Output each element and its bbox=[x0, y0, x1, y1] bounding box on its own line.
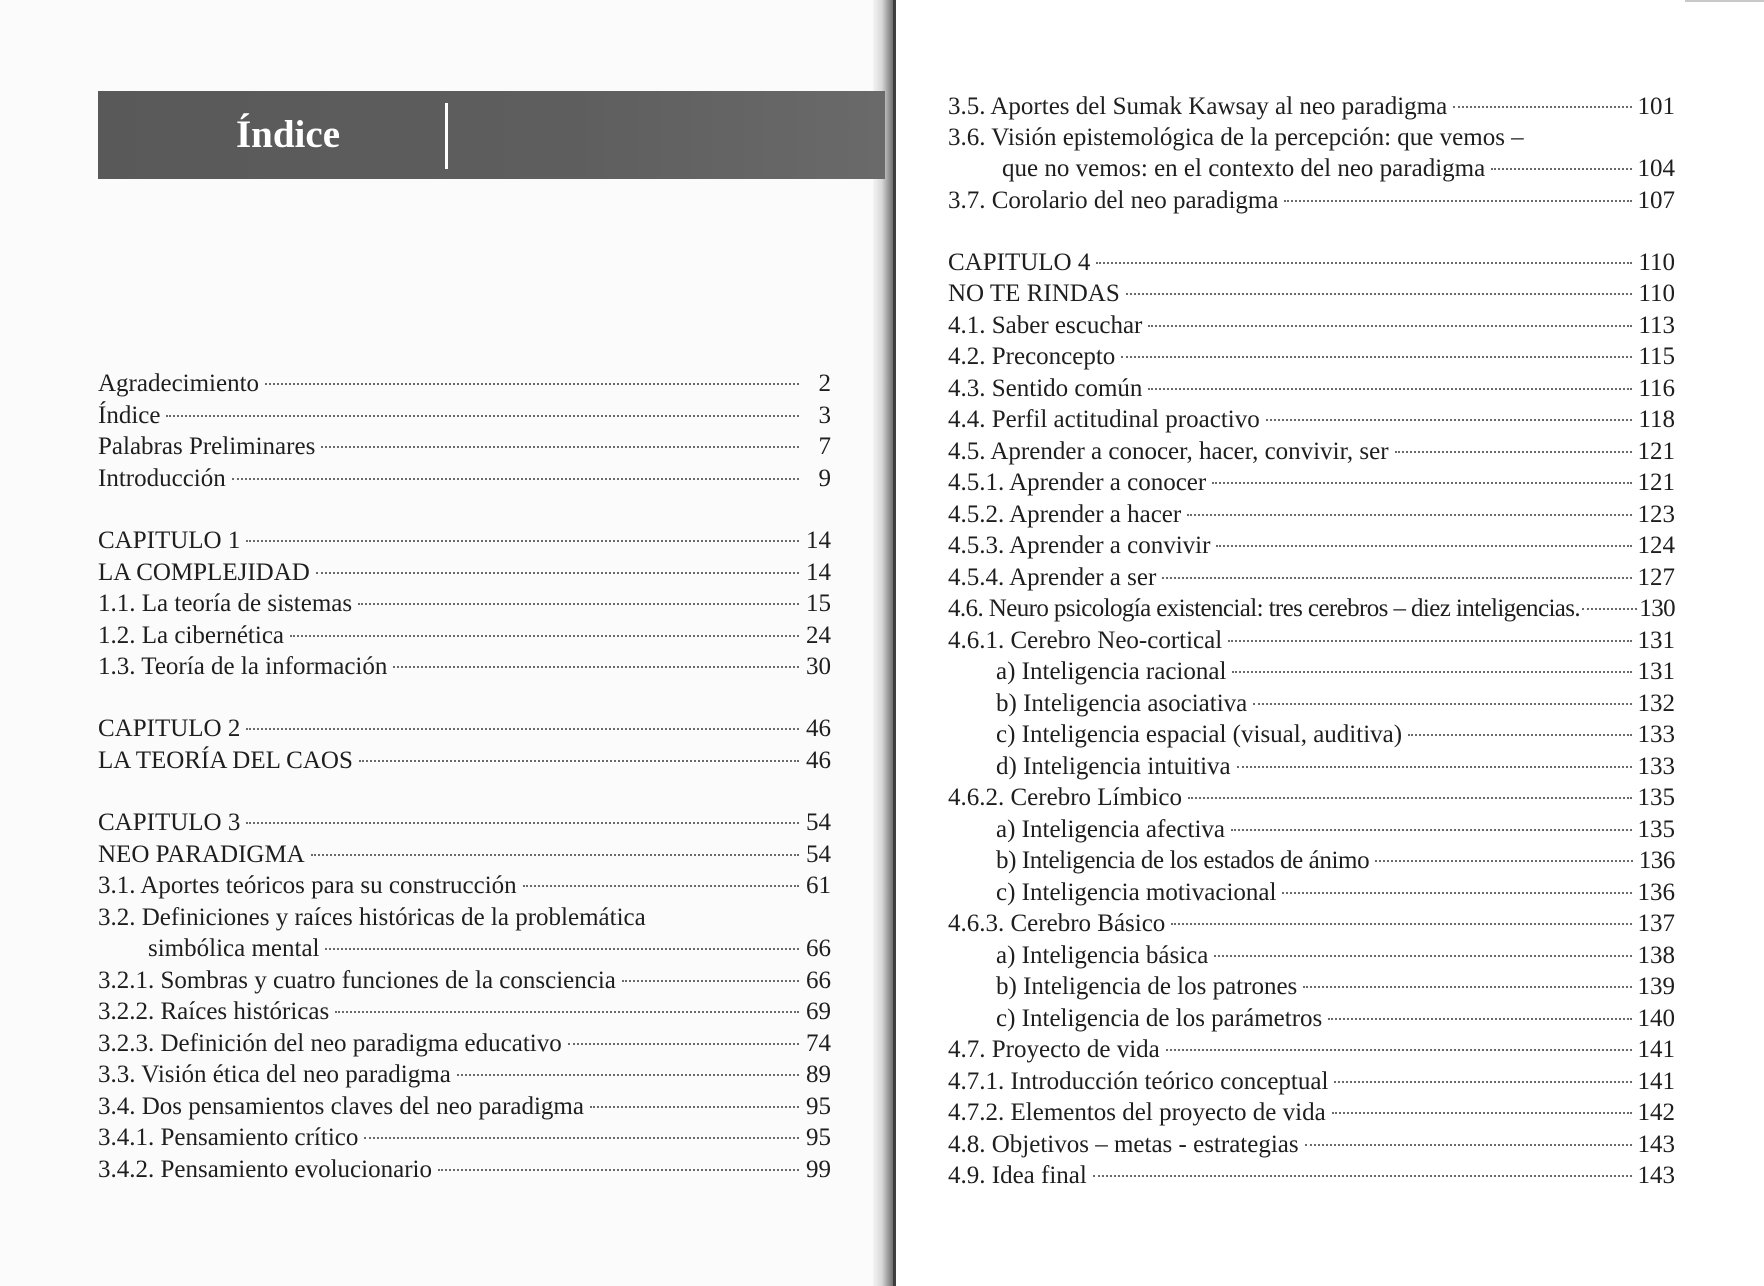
toc-entry[interactable] bbox=[98, 840, 831, 870]
toc-entry-label: que no vemos: en el contexto del neo paradigma bbox=[1002, 155, 1486, 182]
toc-entry[interactable] bbox=[948, 248, 1675, 278]
toc-entry-page: 14 bbox=[806, 559, 831, 586]
toc-entry-label: CAPITULO 2 bbox=[98, 715, 241, 742]
toc-entry[interactable] bbox=[98, 464, 831, 494]
toc-entry-page: 118 bbox=[1638, 406, 1675, 433]
toc-entry[interactable] bbox=[948, 1035, 1675, 1065]
toc-entry[interactable] bbox=[948, 1161, 1675, 1191]
toc-entry-page: 95 bbox=[806, 1124, 831, 1151]
toc-entry-page: 3 bbox=[818, 402, 831, 429]
toc-entry-label: 3.2.3. Definición del neo paradigma educativo bbox=[98, 1030, 562, 1057]
toc-entry[interactable] bbox=[948, 92, 1675, 122]
book-gutter-shadow bbox=[873, 0, 895, 1286]
toc-entry-label: Introducción bbox=[98, 465, 226, 492]
toc-entry[interactable] bbox=[996, 941, 1675, 971]
toc-entry[interactable] bbox=[948, 500, 1675, 530]
toc-leader-dots bbox=[568, 1042, 799, 1045]
index-title: Índice bbox=[236, 113, 341, 156]
toc-leader-dots bbox=[1126, 292, 1633, 295]
toc-leader-dots bbox=[246, 821, 799, 824]
toc-entry-label: 4.5. Aprender a conocer, hacer, convivir, ser bbox=[948, 438, 1389, 465]
toc-entry-page: 89 bbox=[806, 1061, 831, 1088]
toc-entry[interactable] bbox=[948, 437, 1675, 467]
toc-entry[interactable] bbox=[148, 934, 831, 964]
toc-entry-label: 1.3. Teoría de la información bbox=[98, 653, 388, 680]
toc-leader-dots bbox=[1228, 639, 1631, 642]
toc-leader-dots bbox=[265, 382, 799, 385]
toc-leader-dots bbox=[1231, 828, 1631, 831]
toc-leader-dots bbox=[1334, 1080, 1631, 1083]
toc-leader-dots bbox=[622, 979, 799, 982]
toc-entry-page: 124 bbox=[1637, 532, 1675, 559]
toc-leader-dots bbox=[1395, 450, 1632, 453]
toc-leader-dots bbox=[358, 602, 799, 605]
toc-leader-dots bbox=[438, 1168, 799, 1171]
toc-entry-label: 1.1. La teoría de sistemas bbox=[98, 590, 353, 617]
toc-entry[interactable] bbox=[98, 526, 831, 556]
toc-entry-label: CAPITULO 4 bbox=[948, 249, 1091, 276]
toc-entry-page: 131 bbox=[1637, 658, 1675, 685]
toc-entry[interactable] bbox=[996, 815, 1675, 845]
toc-entry-label: a) Inteligencia afectiva bbox=[996, 816, 1226, 843]
toc-entry-page: 135 bbox=[1637, 784, 1675, 811]
toc-entry[interactable] bbox=[996, 752, 1675, 782]
toc-leader-dots bbox=[590, 1105, 799, 1108]
toc-entry[interactable] bbox=[996, 720, 1675, 750]
toc-entry[interactable] bbox=[98, 621, 831, 651]
toc-entry[interactable] bbox=[948, 594, 1675, 624]
toc-entry-label: 4.5.1. Aprender a conocer bbox=[948, 469, 1207, 496]
toc-leader-dots bbox=[1491, 167, 1631, 170]
toc-entry[interactable] bbox=[948, 563, 1675, 593]
toc-entry-page: 110 bbox=[1638, 280, 1675, 307]
toc-entry-label[interactable]: 3.2. Definiciones y raíces históricas de la problemática bbox=[98, 904, 646, 931]
toc-leader-dots bbox=[1187, 513, 1631, 516]
toc-entry-page: 66 bbox=[806, 935, 831, 962]
toc-leader-dots bbox=[359, 759, 799, 762]
toc-entry-page: 143 bbox=[1637, 1131, 1675, 1158]
toc-entry-page: 123 bbox=[1637, 501, 1675, 528]
toc-entry[interactable] bbox=[948, 342, 1675, 372]
toc-entry-label: c) Inteligencia de los parámetros bbox=[996, 1005, 1323, 1032]
toc-entry[interactable] bbox=[98, 966, 831, 996]
book-spine bbox=[893, 0, 896, 1286]
toc-entry-page: 135 bbox=[1637, 816, 1675, 843]
toc-entry-label: Índice bbox=[98, 402, 161, 429]
toc-entry-page: 132 bbox=[1637, 690, 1675, 717]
toc-leader-dots bbox=[1266, 418, 1633, 421]
toc-entry-label: 4.5.3. Aprender a convivir bbox=[948, 532, 1211, 559]
toc-entry-label: 3.4. Dos pensamientos claves del neo paradigma bbox=[98, 1093, 584, 1120]
toc-leader-dots bbox=[325, 947, 799, 950]
toc-entry-page: 136 bbox=[1637, 879, 1675, 906]
toc-entry-page: 101 bbox=[1637, 93, 1675, 120]
toc-entry[interactable] bbox=[948, 1098, 1675, 1128]
toc-entry-label: 4.9. Idea final bbox=[948, 1162, 1087, 1189]
toc-leader-dots bbox=[1453, 105, 1631, 108]
toc-entry-label: 4.7.2. Elementos del proyecto de vida bbox=[948, 1099, 1326, 1126]
toc-leader-dots bbox=[1408, 733, 1631, 736]
toc-entry-page: 140 bbox=[1637, 1005, 1675, 1032]
toc-entry[interactable] bbox=[996, 689, 1675, 719]
toc-entry-page: 66 bbox=[806, 967, 831, 994]
toc-entry-label: 3.4.1. Pensamiento crítico bbox=[98, 1124, 359, 1151]
toc-entry-label: b) Inteligencia de los estados de ánimo bbox=[996, 847, 1370, 874]
toc-entry[interactable] bbox=[948, 1067, 1675, 1097]
toc-entry[interactable] bbox=[996, 846, 1675, 876]
toc-entry[interactable] bbox=[98, 1029, 831, 1059]
toc-leader-dots bbox=[311, 853, 799, 856]
toc-entry[interactable] bbox=[98, 746, 831, 776]
toc-entry[interactable] bbox=[948, 279, 1675, 309]
toc-entry-label: NEO PARADIGMA bbox=[98, 841, 305, 868]
toc-entry-page: 107 bbox=[1637, 187, 1675, 214]
toc-leader-dots bbox=[246, 539, 799, 542]
toc-entry-page: 46 bbox=[806, 715, 831, 742]
toc-entry-page: 110 bbox=[1638, 249, 1675, 276]
toc-entry-page: 131 bbox=[1637, 627, 1675, 654]
toc-entry-page: 113 bbox=[1638, 312, 1675, 339]
toc-entry-page: 115 bbox=[1638, 343, 1675, 370]
toc-leader-dots bbox=[246, 727, 799, 730]
toc-leader-dots bbox=[335, 1010, 799, 1013]
toc-entry-label: b) Inteligencia asociativa bbox=[996, 690, 1248, 717]
toc-entry-label: CAPITULO 3 bbox=[98, 809, 241, 836]
toc-leader-dots bbox=[1148, 324, 1632, 327]
toc-entry[interactable] bbox=[948, 468, 1675, 498]
toc-entry-page: 142 bbox=[1637, 1099, 1675, 1126]
page-edge-mark bbox=[1685, 0, 1764, 2]
toc-leader-dots bbox=[1375, 859, 1633, 862]
toc-entry-label: 4.5.2. Aprender a hacer bbox=[948, 501, 1182, 528]
toc-leader-dots bbox=[290, 634, 799, 637]
toc-entry-label: c) Inteligencia motivacional bbox=[996, 879, 1277, 906]
title-divider bbox=[445, 103, 448, 169]
toc-entry-label: 1.2. La cibernética bbox=[98, 622, 285, 649]
toc-entry-page: 7 bbox=[818, 433, 831, 460]
toc-entry[interactable] bbox=[98, 558, 831, 588]
toc-entry[interactable] bbox=[996, 1004, 1675, 1034]
toc-leader-dots bbox=[316, 571, 799, 574]
toc-entry-label: simbólica mental bbox=[148, 935, 320, 962]
toc-entry[interactable] bbox=[98, 401, 831, 431]
toc-leader-dots bbox=[1093, 1174, 1632, 1177]
toc-entry-page: 138 bbox=[1637, 942, 1675, 969]
toc-entry-page: 24 bbox=[806, 622, 831, 649]
toc-entry-label: 3.3. Visión ética del neo paradigma bbox=[98, 1061, 451, 1088]
toc-entry[interactable] bbox=[1002, 154, 1675, 184]
toc-entry[interactable] bbox=[98, 871, 831, 901]
toc-entry-label: LA TEORÍA DEL CAOS bbox=[98, 747, 353, 774]
toc-leader-dots bbox=[1148, 387, 1632, 390]
toc-entry-page: 143 bbox=[1637, 1162, 1675, 1189]
toc-entry-label: 3.5. Aportes del Sumak Kawsay al neo paradigma bbox=[948, 93, 1448, 120]
toc-entry-page: 2 bbox=[818, 370, 831, 397]
toc-leader-dots bbox=[1216, 544, 1631, 547]
toc-leader-dots bbox=[457, 1073, 799, 1076]
toc-entry[interactable] bbox=[98, 369, 831, 399]
toc-entry-page: 141 bbox=[1637, 1068, 1675, 1095]
toc-entry-label: 4.4. Perfil actitudinal proactivo bbox=[948, 406, 1260, 433]
toc-leader-dots bbox=[1096, 261, 1632, 264]
toc-entry-page: 99 bbox=[806, 1156, 831, 1183]
toc-leader-dots bbox=[1332, 1111, 1632, 1114]
toc-leader-dots bbox=[1166, 1048, 1632, 1051]
toc-entry-label: b) Inteligencia de los patrones bbox=[996, 973, 1298, 1000]
toc-entry[interactable] bbox=[98, 589, 831, 619]
toc-entry-page: 9 bbox=[818, 465, 831, 492]
toc-entry[interactable] bbox=[948, 531, 1675, 561]
toc-entry[interactable] bbox=[948, 405, 1675, 435]
toc-entry-page: 69 bbox=[806, 998, 831, 1025]
toc-entry[interactable] bbox=[996, 972, 1675, 1002]
toc-entry-label: a) Inteligencia racional bbox=[996, 658, 1227, 685]
toc-entry-page: 127 bbox=[1637, 564, 1675, 591]
toc-entry-page: 104 bbox=[1637, 155, 1675, 182]
toc-entry-page: 15 bbox=[806, 590, 831, 617]
toc-entry[interactable] bbox=[996, 878, 1675, 908]
toc-entry-page: 130 bbox=[1639, 595, 1675, 622]
toc-leader-dots bbox=[1328, 1017, 1631, 1020]
toc-entry[interactable] bbox=[948, 1130, 1675, 1160]
toc-leader-dots bbox=[1188, 796, 1632, 799]
toc-entry[interactable] bbox=[948, 374, 1675, 404]
toc-entry[interactable] bbox=[948, 186, 1675, 216]
toc-entry[interactable] bbox=[948, 626, 1675, 656]
toc-leader-dots bbox=[393, 665, 799, 668]
toc-entry-label: 4.8. Objetivos – metas - estrategias bbox=[948, 1131, 1299, 1158]
toc-leader-dots bbox=[1212, 481, 1631, 484]
toc-entry-page: 136 bbox=[1638, 847, 1675, 874]
toc-entry-page: 95 bbox=[806, 1093, 831, 1120]
toc-entry-label: LA COMPLEJIDAD bbox=[98, 559, 310, 586]
toc-entry-page: 137 bbox=[1637, 910, 1675, 937]
toc-leader-dots bbox=[1232, 670, 1631, 673]
toc-entry-label: 4.1. Saber escuchar bbox=[948, 312, 1143, 339]
toc-entry[interactable] bbox=[98, 1123, 831, 1153]
toc-entry-page: 54 bbox=[806, 809, 831, 836]
toc-entry-page: 54 bbox=[806, 841, 831, 868]
toc-leader-dots bbox=[1282, 891, 1631, 894]
toc-entry[interactable] bbox=[98, 1155, 831, 1185]
toc-entry-page: 139 bbox=[1637, 973, 1675, 1000]
toc-entry-label: CAPITULO 1 bbox=[98, 527, 241, 554]
toc-entry-page: 141 bbox=[1637, 1036, 1675, 1063]
toc-leader-dots bbox=[1214, 954, 1631, 957]
toc-leader-dots bbox=[321, 445, 799, 448]
toc-entry-page: 30 bbox=[806, 653, 831, 680]
toc-entry-label: 3.2.2. Raíces históricas bbox=[98, 998, 330, 1025]
toc-entry-label[interactable]: 3.6. Visión epistemológica de la percepción: que vemos – bbox=[948, 124, 1524, 151]
toc-leader-dots bbox=[1253, 702, 1631, 705]
toc-entry-label: 3.2.1. Sombras y cuatro funciones de la consciencia bbox=[98, 967, 616, 994]
toc-entry-page: 121 bbox=[1637, 438, 1675, 465]
toc-entry-page: 46 bbox=[806, 747, 831, 774]
toc-leader-dots bbox=[1171, 922, 1631, 925]
toc-leader-dots bbox=[364, 1136, 799, 1139]
toc-entry-label: d) Inteligencia intuitiva bbox=[996, 753, 1231, 780]
toc-entry-label: c) Inteligencia espacial (visual, auditiva) bbox=[996, 721, 1403, 748]
toc-entry[interactable] bbox=[98, 652, 831, 682]
toc-leader-dots bbox=[1582, 607, 1637, 610]
index-title-banner bbox=[98, 91, 885, 179]
toc-leader-dots bbox=[232, 477, 799, 480]
toc-entry[interactable] bbox=[98, 1092, 831, 1122]
toc-entry[interactable] bbox=[996, 657, 1675, 687]
toc-leader-dots bbox=[1284, 199, 1631, 202]
toc-entry-label: 4.5.4. Aprender a ser bbox=[948, 564, 1157, 591]
toc-entry[interactable] bbox=[98, 1060, 831, 1090]
toc-leader-dots bbox=[166, 414, 799, 417]
toc-entry-label: 4.6.3. Cerebro Básico bbox=[948, 910, 1166, 937]
toc-entry[interactable] bbox=[948, 783, 1675, 813]
toc-entry-label: 4.6.2. Cerebro Límbico bbox=[948, 784, 1182, 811]
toc-entry-label: 4.6. Neuro psicología existencial: tres cerebros – diez inteligencias. bbox=[948, 595, 1581, 622]
toc-leader-dots bbox=[1237, 765, 1632, 768]
toc-entry-label: Palabras Preliminares bbox=[98, 433, 316, 460]
toc-entry-label: 4.3. Sentido común bbox=[948, 375, 1143, 402]
toc-entry[interactable] bbox=[98, 714, 831, 744]
toc-entry[interactable] bbox=[948, 311, 1675, 341]
toc-entry-page: 61 bbox=[806, 872, 831, 899]
toc-leader-dots bbox=[1121, 355, 1632, 358]
toc-entry-page: 116 bbox=[1638, 375, 1675, 402]
toc-entry-label: 4.7. Proyecto de vida bbox=[948, 1036, 1160, 1063]
toc-leader-dots bbox=[1305, 1143, 1632, 1146]
toc-entry-label: a) Inteligencia básica bbox=[996, 942, 1209, 969]
toc-entry-page: 121 bbox=[1637, 469, 1675, 496]
toc-entry-page: 14 bbox=[806, 527, 831, 554]
toc-entry-page: 74 bbox=[806, 1030, 831, 1057]
toc-leader-dots bbox=[1162, 576, 1631, 579]
toc-leader-dots bbox=[1303, 985, 1631, 988]
toc-entry-label: 3.4.2. Pensamiento evolucionario bbox=[98, 1156, 432, 1183]
toc-entry[interactable] bbox=[98, 432, 831, 462]
toc-entry-label: 4.6.1. Cerebro Neo-cortical bbox=[948, 627, 1223, 654]
toc-entry-label: 3.7. Corolario del neo paradigma bbox=[948, 187, 1279, 214]
toc-entry-page: 133 bbox=[1637, 721, 1675, 748]
toc-entry[interactable] bbox=[98, 997, 831, 1027]
toc-leader-dots bbox=[523, 884, 799, 887]
toc-entry-label: 4.7.1. Introducción teórico conceptual bbox=[948, 1068, 1329, 1095]
toc-entry[interactable] bbox=[948, 909, 1675, 939]
toc-entry-page: 133 bbox=[1637, 753, 1675, 780]
toc-entry-label: 4.2. Preconcepto bbox=[948, 343, 1116, 370]
toc-entry[interactable] bbox=[98, 808, 831, 838]
toc-entry-label: NO TE RINDAS bbox=[948, 280, 1120, 307]
toc-entry-label: 3.1. Aportes teóricos para su construcción bbox=[98, 872, 517, 899]
toc-entry-label: Agradecimiento bbox=[98, 370, 260, 397]
